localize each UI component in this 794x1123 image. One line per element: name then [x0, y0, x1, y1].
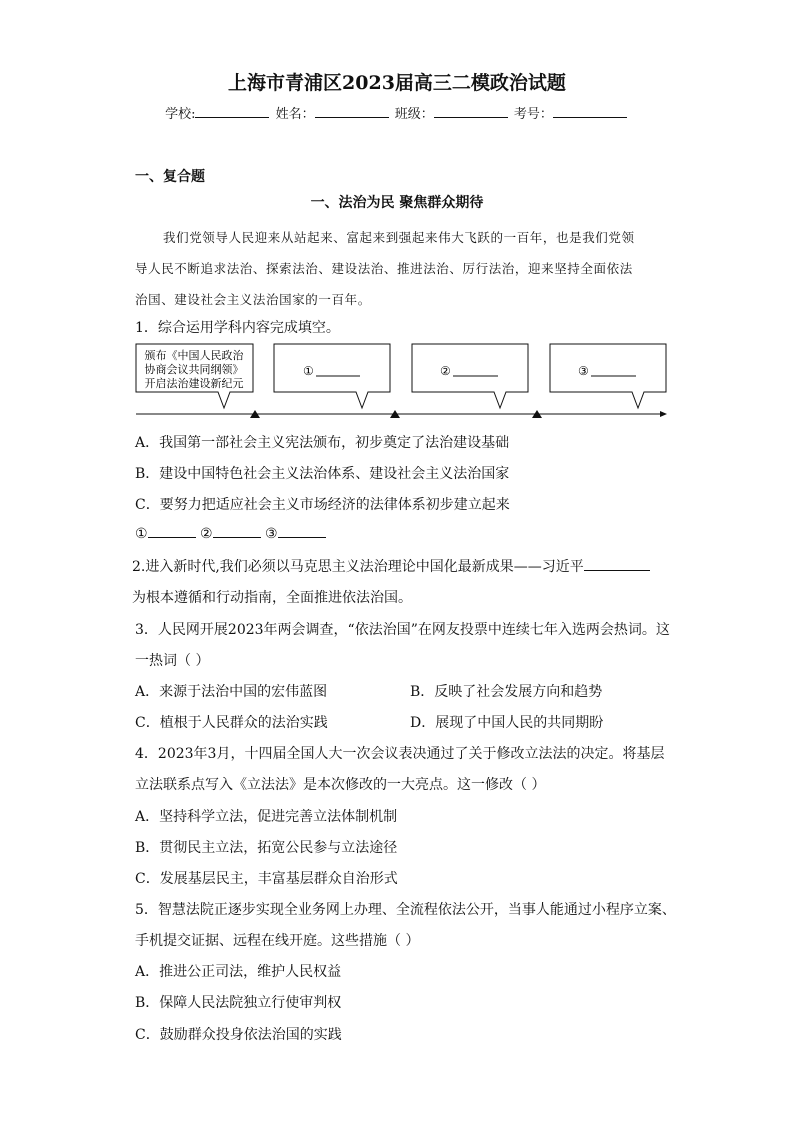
q5-option-b[interactable]: B．保障人民法院独立行使审判权 — [135, 995, 342, 1011]
timeline-diagram — [130, 340, 670, 424]
box2-marker: ① — [303, 364, 314, 378]
q1-option-b[interactable]: B．建设中国特色社会主义法治体系、建设社会主义法治国家 — [135, 466, 510, 482]
answer-blank-1[interactable] — [148, 525, 196, 538]
section-heading: 一、复合题 — [135, 169, 205, 185]
blank-marker-1: ① — [135, 526, 148, 542]
box3-marker: ② — [440, 364, 451, 378]
blank-marker-3: ③ — [265, 526, 278, 542]
name-label: 姓名： — [275, 107, 315, 122]
q3-option-b[interactable]: B．反映了社会发展方向和趋势 — [410, 684, 603, 700]
q3-option-a[interactable]: A．来源于法治中国的宏伟蓝图 — [135, 684, 328, 700]
name-blank[interactable] — [315, 105, 389, 118]
school-blank[interactable] — [195, 105, 269, 118]
timeline-arrow-head — [660, 411, 667, 417]
question-1-stem: 1．综合运用学科内容完成填空。 — [135, 320, 340, 336]
q3-option-c[interactable]: C．植根于人民群众的法治实践 — [135, 715, 328, 731]
question-2-line-2: 为根本遵循和行动指南，全面推进依法治国。 — [132, 590, 412, 606]
question-2-line-1 — [132, 556, 650, 576]
class-blank[interactable] — [434, 105, 508, 118]
q4-option-a[interactable]: A．坚持科学立法，促进完善立法体制机制 — [135, 809, 398, 825]
school-label: 学校: — [165, 107, 196, 122]
q2-text: 2.进入新时代,我们必须以马克思主义法治理论中国化最新成果——习近平 — [132, 559, 584, 575]
question-3-line-2: 一热词（ ） — [135, 653, 210, 669]
q2-answer-blank[interactable] — [584, 558, 650, 571]
passage-line: 治国、建设社会主义法治国家的一百年。 — [135, 292, 371, 307]
exam-title: 上海市青浦区2023届高三二模政治试题 — [228, 72, 566, 94]
reading-passage — [135, 222, 665, 315]
answer-blank-3[interactable] — [278, 525, 326, 538]
question-4-line-1: 4．2023年3月，十四届全国人大一次会议表决通过了关于修改立法法的决定。将基层 — [135, 746, 665, 762]
question-3-line-1: 3．人民网开展2023年两会调查，“依法治国”在网友投票中连续七年入选两会热词。这 — [135, 622, 670, 638]
answer-blank-2[interactable] — [213, 525, 261, 538]
q1-option-c[interactable]: C．要努力把适应社会主义市场经济的法律体系初步建立起来 — [135, 497, 510, 513]
q5-option-a[interactable]: A．推进公正司法，维护人民权益 — [135, 964, 342, 980]
q5-option-c[interactable]: C．鼓励群众投身依法治国的实践 — [135, 1027, 342, 1043]
q4-option-c[interactable]: C．发展基层民主，丰富基层群众自治形式 — [135, 871, 398, 887]
passage-line: 导人民不断追求法治、探索法治、建设法治、推进法治、厉行法治，迎来坚持全面依法 — [135, 261, 633, 276]
q3-option-d[interactable]: D．展现了中国人民的共同期盼 — [410, 715, 604, 731]
class-label: 班级： — [394, 107, 434, 122]
q1-option-a[interactable]: A．我国第一部社会主义宪法颁布，初步奠定了法治建设基础 — [135, 435, 510, 451]
passage-line: 我们党领导人民迎来从站起来、富起来到强起来伟大飞跃的一百年，也是我们党领 — [163, 230, 635, 245]
box1-line-3: 开启法治建设新纪元 — [144, 377, 244, 390]
question-5-line-2: 手机提交证据、远程在线开庭。这些措施（ ） — [135, 933, 420, 949]
section-subtitle: 一、法治为民 聚焦群众期待 — [310, 195, 484, 211]
question-4-line-2: 立法联系点写入《立法法》是本次修改的一大亮点。这一修改（ ） — [135, 777, 546, 793]
blank-marker-2: ② — [200, 526, 213, 542]
exam-no-label: 考号： — [513, 107, 553, 122]
box1-line-2: 协商会议共同纲领》 — [144, 363, 244, 376]
exam-no-blank[interactable] — [553, 105, 627, 118]
box1-line-1: 颁布《中国人民政治 — [144, 349, 244, 362]
student-info-row — [0, 103, 794, 122]
q4-option-b[interactable]: B．贯彻民主立法，拓宽公民参与立法途径 — [135, 840, 398, 856]
question-5-line-1: 5．智慧法院正逐步实现全业务网上办理、全流程依法公开，当事人能通过小程序立案、 — [135, 902, 676, 918]
q1-answer-blanks — [135, 525, 326, 542]
box4-marker: ③ — [578, 364, 589, 378]
